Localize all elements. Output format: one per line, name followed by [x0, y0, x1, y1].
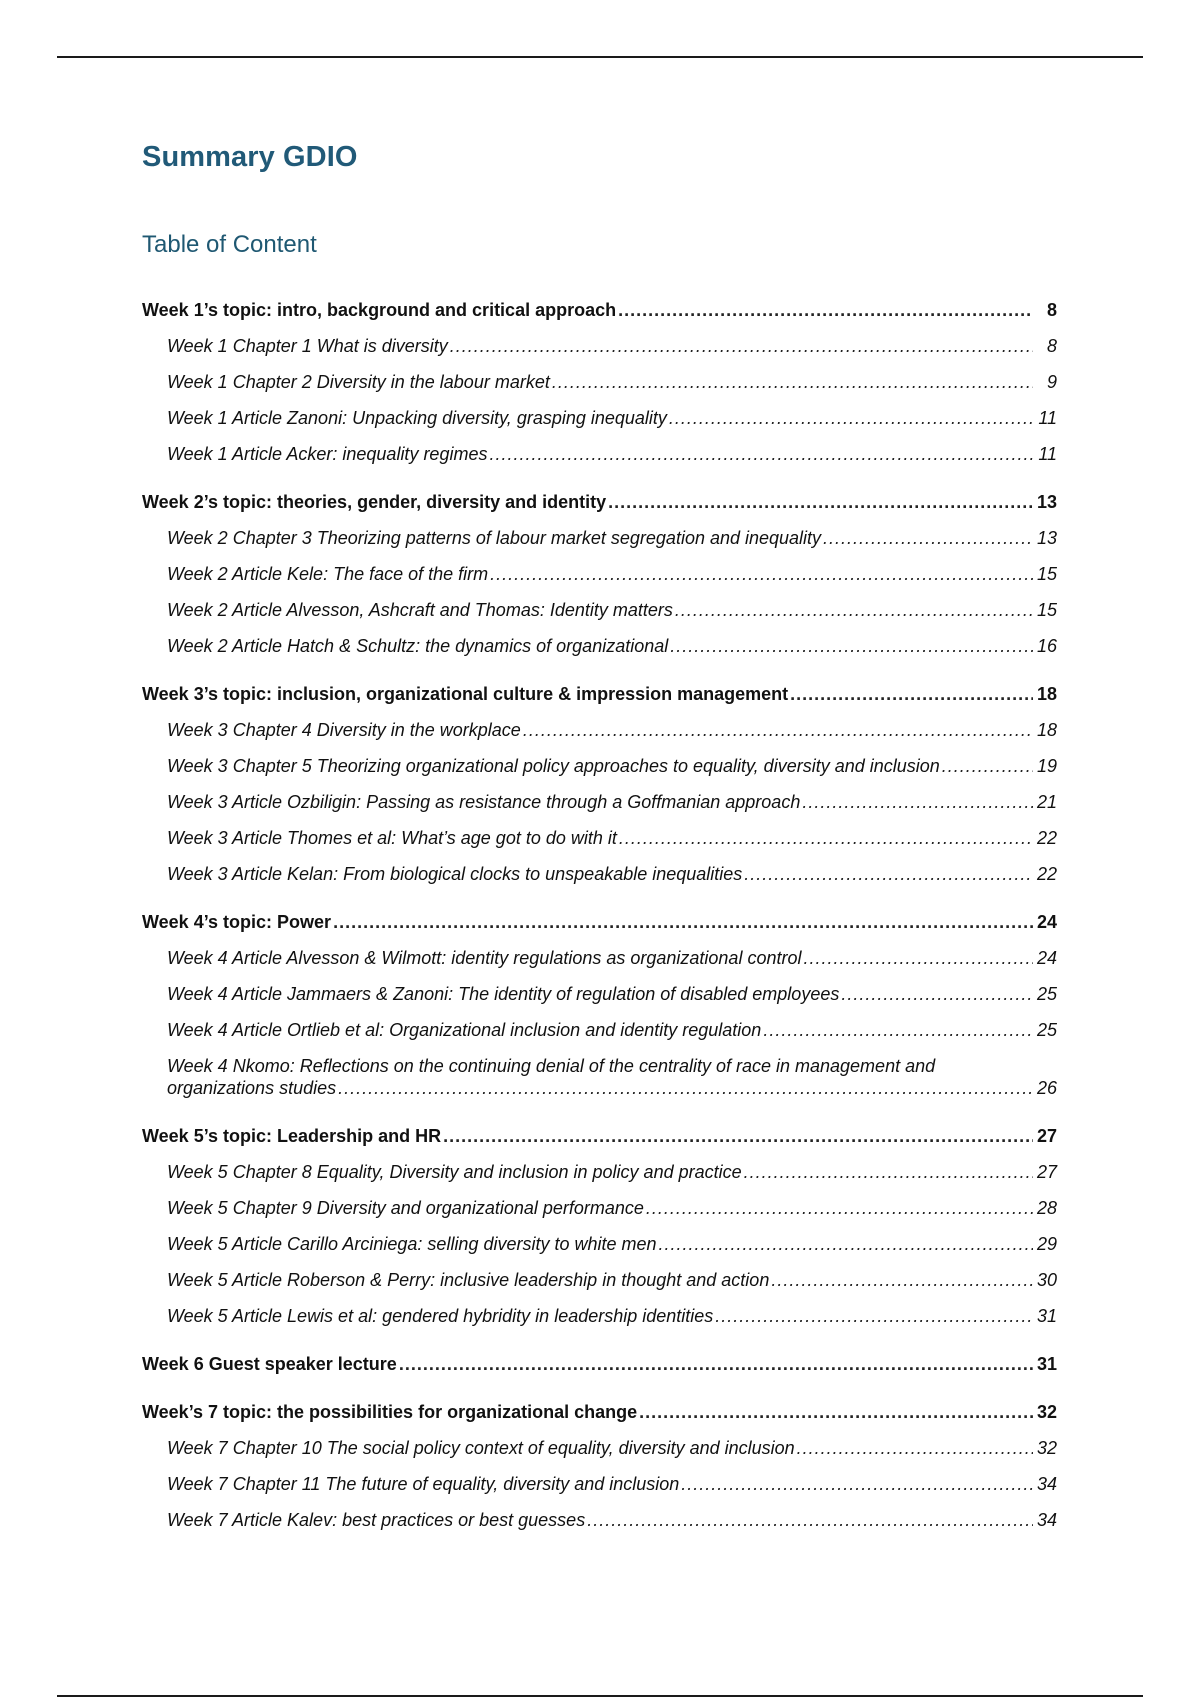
toc-entry-label: Week 2 Article Alvesson, Ashcraft and Thomas: Identity matters	[167, 600, 673, 620]
toc-entry-label: Week 4 Nkomo: Reflections on the continuing denial of the centrality of race in management and	[167, 1056, 936, 1076]
toc-entry-label: Week 6 Guest speaker lecture	[142, 1354, 397, 1374]
toc-entry-item[interactable]	[142, 1048, 1057, 1106]
toc-entry-label: Week 7 Chapter 11 The future of equality, diversity and inclusion	[167, 1474, 680, 1494]
toc-leader-dots	[443, 1125, 1033, 1147]
toc-page-number: 26	[1036, 1078, 1057, 1098]
toc-entry-label: Week 2 Chapter 3 Theorizing patterns of labour market segregation and inequality	[167, 528, 822, 548]
toc-entry-label: Week 5 Article Roberson & Perry: inclusive leadership in thought and action	[167, 1270, 770, 1290]
toc-leader-dots	[646, 1197, 1033, 1219]
toc-entry-label: Week 3 Chapter 5 Theorizing organizational policy approaches to equality, diversity and inclusion	[167, 756, 940, 776]
toc-page-number: 27	[1036, 1126, 1057, 1146]
toc-page-number: 21	[1036, 792, 1057, 812]
toc-leader-dots	[763, 1019, 1033, 1041]
toc-leader-dots	[841, 983, 1033, 1005]
toc-entry-item[interactable]	[142, 1466, 1057, 1502]
toc-entry-label: Week 3 Chapter 4 Diversity in the workplace	[167, 720, 521, 740]
toc-entry-item[interactable]	[142, 820, 1057, 856]
toc-page-number: 31	[1036, 1354, 1057, 1374]
toc-page-number: 34	[1036, 1510, 1057, 1530]
toc-page-number: 13	[1036, 528, 1057, 548]
toc-entry-label: Week 1 Chapter 1 What is diversity	[167, 336, 448, 356]
toc-leader-dots	[639, 1401, 1033, 1423]
toc-entry-item[interactable]	[142, 940, 1057, 976]
toc-leader-dots	[790, 683, 1033, 705]
toc-page-number: 9	[1046, 372, 1057, 392]
toc-page-number: 15	[1036, 600, 1057, 620]
toc-entry-week[interactable]	[142, 1118, 1057, 1154]
toc-leader-dots	[715, 1305, 1033, 1327]
toc-entry-label: Week 4 Article Jammaers & Zanoni: The identity of regulation of disabled employees	[167, 984, 840, 1004]
toc-entry-item[interactable]	[142, 1154, 1057, 1190]
toc-page-number: 22	[1036, 828, 1057, 848]
toc-entry-week[interactable]	[142, 676, 1057, 712]
toc-page-number: 30	[1036, 1270, 1057, 1290]
toc-page-number: 11	[1038, 408, 1057, 428]
toc-leader-dots	[681, 1473, 1033, 1495]
toc-leader-dots	[659, 1233, 1033, 1255]
toc-entry-label: Week 4 Article Ortlieb et al: Organizational inclusion and identity regulation	[167, 1020, 762, 1040]
toc-page-number: 11	[1038, 444, 1057, 464]
toc-entry-item[interactable]	[142, 976, 1057, 1012]
toc-page-number: 24	[1036, 948, 1057, 968]
toc-leader-dots	[802, 791, 1033, 813]
toc-leader-dots	[771, 1269, 1033, 1291]
toc-section	[142, 676, 1057, 892]
toc-entry-label: Week 1 Article Zanoni: Unpacking diversity, grasping inequality	[167, 408, 667, 428]
toc-entry-item[interactable]	[142, 592, 1057, 628]
toc-leader-dots	[618, 299, 1033, 321]
toc-page-number: 24	[1036, 912, 1057, 932]
toc-page-number: 31	[1036, 1306, 1057, 1326]
toc-leader-dots	[489, 443, 1033, 465]
toc-section	[142, 484, 1057, 664]
toc-page-number: 8	[1046, 300, 1057, 320]
toc-entry-item[interactable]	[142, 556, 1057, 592]
toc-page-number: 25	[1036, 1020, 1057, 1040]
toc-entry-label: Week 5 Article Lewis et al: gendered hybridity in leadership identities	[167, 1306, 714, 1326]
toc-entry-item[interactable]	[142, 1012, 1057, 1048]
toc-entry-label: Week 7 Article Kalev: best practices or best guesses	[167, 1510, 586, 1530]
toc-entry-week[interactable]	[142, 904, 1057, 940]
toc-entry-item[interactable]	[142, 1502, 1057, 1538]
toc-page-number: 32	[1036, 1438, 1057, 1458]
toc-entry-item[interactable]	[142, 1298, 1057, 1334]
toc-leader-dots	[338, 1077, 1033, 1099]
toc-entry-label: Week 3 Article Ozbiligin: Passing as resistance through a Goffmanian approach	[167, 792, 801, 812]
toc-entry-item[interactable]	[142, 784, 1057, 820]
toc-page-number: 13	[1036, 492, 1057, 512]
toc-leader-dots	[670, 635, 1033, 657]
toc-entry-week[interactable]	[142, 484, 1057, 520]
toc-entry-label: Week 1 Chapter 2 Diversity in the labour market	[167, 372, 550, 392]
header-rule	[57, 56, 1143, 58]
toc-page-number: 27	[1036, 1162, 1057, 1182]
toc-entry-label: Week 7 Chapter 10 The social policy context of equality, diversity and inclusion	[167, 1438, 795, 1458]
toc-leader-dots	[523, 719, 1033, 741]
toc-leader-dots	[823, 527, 1033, 549]
toc-section	[142, 904, 1057, 1106]
toc-page-number: 19	[1036, 756, 1057, 776]
toc-entry-item[interactable]	[142, 328, 1057, 364]
toc-section	[142, 1394, 1057, 1538]
toc-entry-label: Week 1 Article Acker: inequality regimes	[167, 444, 488, 464]
toc-entry-item[interactable]	[142, 1226, 1057, 1262]
table-of-contents	[142, 292, 1057, 1550]
toc-entry-item[interactable]	[142, 1430, 1057, 1466]
toc-section	[142, 1118, 1057, 1334]
toc-leader-dots	[490, 563, 1033, 585]
toc-entry-week[interactable]	[142, 1394, 1057, 1430]
toc-entry-item[interactable]	[142, 748, 1057, 784]
toc-leader-dots	[608, 491, 1033, 513]
toc-page-number: 15	[1036, 564, 1057, 584]
toc-entry-item[interactable]	[142, 436, 1057, 472]
toc-section	[142, 292, 1057, 472]
toc-entry-label: Week 5’s topic: Leadership and HR	[142, 1126, 442, 1146]
toc-entry-item[interactable]	[142, 364, 1057, 400]
toc-leader-dots	[587, 1509, 1033, 1531]
toc-page-number: 29	[1036, 1234, 1057, 1254]
toc-entry-item[interactable]	[142, 712, 1057, 748]
toc-page-number: 18	[1036, 720, 1057, 740]
toc-leader-dots	[942, 755, 1033, 777]
toc-entry-label: Week 5 Chapter 8 Equality, Diversity and inclusion in policy and practice	[167, 1162, 742, 1182]
toc-page-number: 34	[1036, 1474, 1057, 1494]
toc-entry-label: Week 3’s topic: inclusion, organizational culture & impression management	[142, 684, 789, 704]
toc-entry-item[interactable]	[142, 520, 1057, 556]
toc-entry-item[interactable]	[142, 1190, 1057, 1226]
toc-entry-item[interactable]	[142, 628, 1057, 664]
toc-leader-dots	[552, 371, 1033, 393]
toc-leader-dots	[744, 863, 1033, 885]
toc-page-number: 25	[1036, 984, 1057, 1004]
toc-leader-dots	[803, 947, 1033, 969]
toc-leader-dots	[333, 911, 1033, 933]
toc-entry-label: Week 3 Article Kelan: From biological clocks to unspeakable inequalities	[167, 864, 743, 884]
toc-entry-label: Week 4’s topic: Power	[142, 912, 332, 932]
toc-leader-dots	[797, 1437, 1033, 1459]
toc-entry-label-continued: organizations studies	[167, 1078, 337, 1098]
toc-entry-label: Week 5 Chapter 9 Diversity and organizational performance	[167, 1198, 644, 1218]
toc-page-number: 22	[1036, 864, 1057, 884]
toc-entry-week[interactable]	[142, 292, 1057, 328]
toc-entry-label: Week’s 7 topic: the possibilities for organizational change	[142, 1402, 638, 1422]
toc-entry-item[interactable]	[142, 856, 1057, 892]
toc-page-number: 18	[1036, 684, 1057, 704]
toc-page-number: 28	[1036, 1198, 1057, 1218]
toc-section	[142, 1346, 1057, 1382]
toc-page-number: 8	[1046, 336, 1057, 356]
toc-entry-item[interactable]	[142, 400, 1057, 436]
toc-leader-dots	[675, 599, 1033, 621]
toc-leader-dots	[744, 1161, 1033, 1183]
toc-page-number: 32	[1036, 1402, 1057, 1422]
toc-entry-label: Week 2’s topic: theories, gender, diversity and identity	[142, 492, 607, 512]
toc-entry-week[interactable]	[142, 1346, 1057, 1382]
toc-leader-dots	[450, 335, 1033, 357]
toc-entry-label: Week 3 Article Thomes et al: What’s age got to do with it	[167, 828, 617, 848]
toc-entry-label: Week 4 Article Alvesson & Wilmott: identity regulations as organizational control	[167, 948, 802, 968]
toc-entry-label: Week 5 Article Carillo Arciniega: selling diversity to white men	[167, 1234, 657, 1254]
document-title: Summary GDIO	[142, 141, 358, 173]
toc-entry-item[interactable]	[142, 1262, 1057, 1298]
toc-leader-dots	[619, 827, 1033, 849]
toc-heading: Table of Content	[142, 231, 317, 258]
toc-entry-label: Week 1’s topic: intro, background and critical approach	[142, 300, 617, 320]
toc-leader-dots	[669, 407, 1033, 429]
toc-entry-label: Week 2 Article Hatch & Schultz: the dynamics of organizational	[167, 636, 669, 656]
toc-page-number: 16	[1036, 636, 1057, 656]
footer-rule	[57, 1695, 1143, 1697]
toc-leader-dots	[399, 1353, 1033, 1375]
toc-entry-label: Week 2 Article Kele: The face of the firm	[167, 564, 489, 584]
